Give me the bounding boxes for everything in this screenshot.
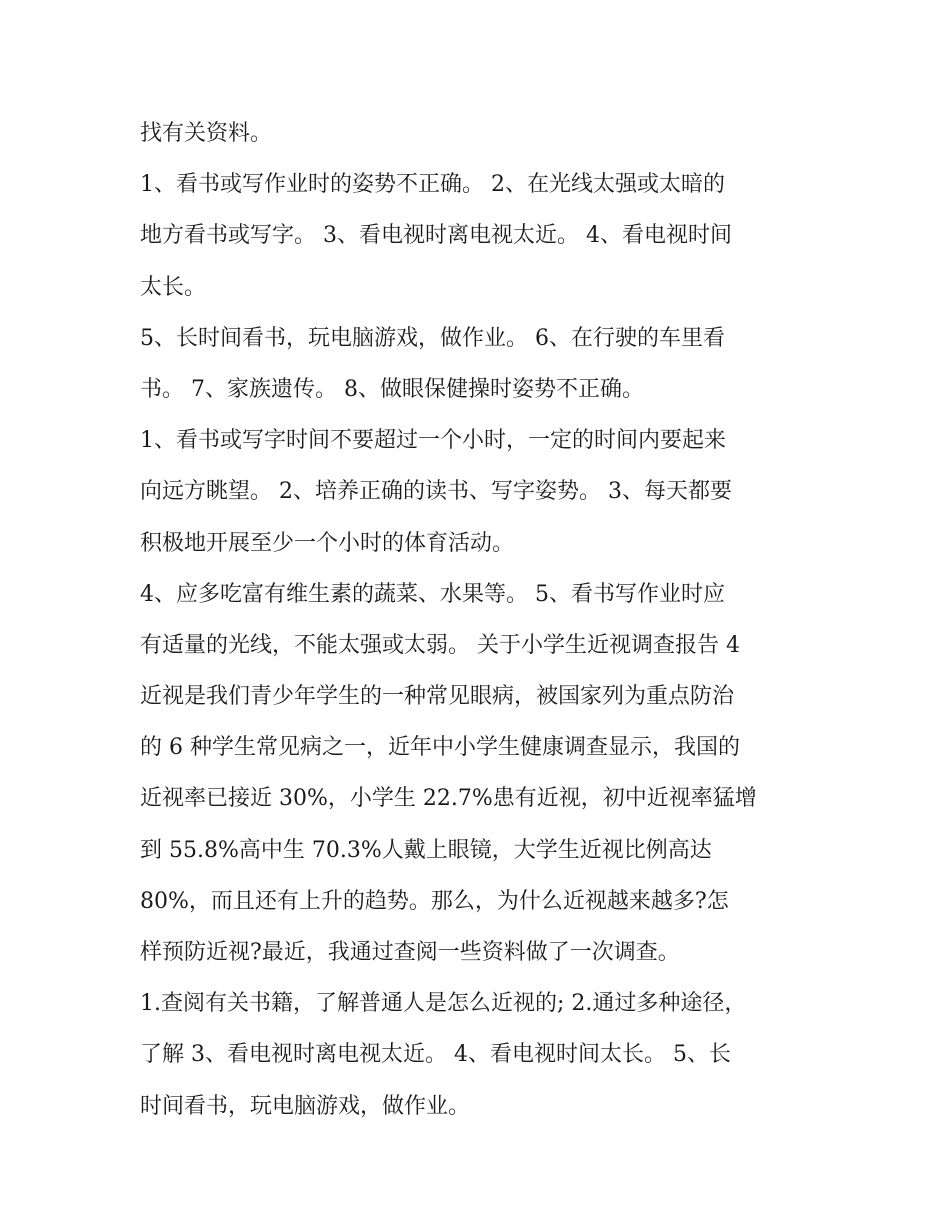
text-line: 近视是我们青少年学生的一种常见眼病，被国家列为重点防治: [140, 684, 735, 710]
text-line: 了解 3、看电视时离电视太近。 4、看电视时间太长。 5、长: [140, 1042, 731, 1068]
text-line: 找有关资料。: [140, 121, 273, 146]
text-line: 1、看书或写作业时的姿势不正确。 2、在光线太强或太暗的: [140, 172, 725, 198]
text-line: 5、长时间看书，玩电脑游戏，做作业。 6、在行驶的车里看: [140, 325, 725, 351]
text-line: 4、应多吃富有维生素的蔬菜、水果等。 5、看书写作业时应: [140, 581, 725, 607]
document-body: [140, 108, 820, 1132]
text-line: 样预防近视?最近，我通过查阅一些资料做了一次调查。: [140, 940, 680, 965]
text-line: 近视率已接近 30%，小学生 22.7%患有近视，初中近视率猛增: [140, 786, 757, 812]
text-line: 1、看书或写字时间不要超过一个小时，一定的时间内要起来: [140, 428, 726, 454]
text-line: 时间看书，玩电脑游戏，做作业。: [140, 1093, 471, 1119]
text-line: 向远方眺望。 2、培养正确的读书、写字姿势。 3、每天都要: [140, 479, 732, 505]
text-line: 太长。: [140, 274, 207, 300]
text-line: 书。 7、家族遗传。 8、做眼保健操时姿势不正确。: [140, 376, 644, 402]
text-line: 地方看书或写字。 3、看电视时离电视太近。 4、看电视时间: [140, 223, 732, 249]
text-line: 80%，而且还有上升的趋势。那么，为什么近视越来越多?怎: [140, 888, 729, 914]
text-line: 的 6 种学生常见病之一，近年中小学生健康调查显示，我国的: [140, 735, 740, 761]
text-line: 1.查阅有关书籍，了解普通人是怎么近视的; 2.通过多种途径，: [140, 991, 747, 1017]
text-line: 有适量的光线，不能太强或太弱。 关于小学生近视调查报告 4: [140, 632, 740, 658]
text-line: 积极地开展至少一个小时的体育活动。: [140, 530, 515, 556]
text-line: 到 55.8%高中生 70.3%人戴上眼镜，大学生近视比例高达: [140, 837, 712, 863]
